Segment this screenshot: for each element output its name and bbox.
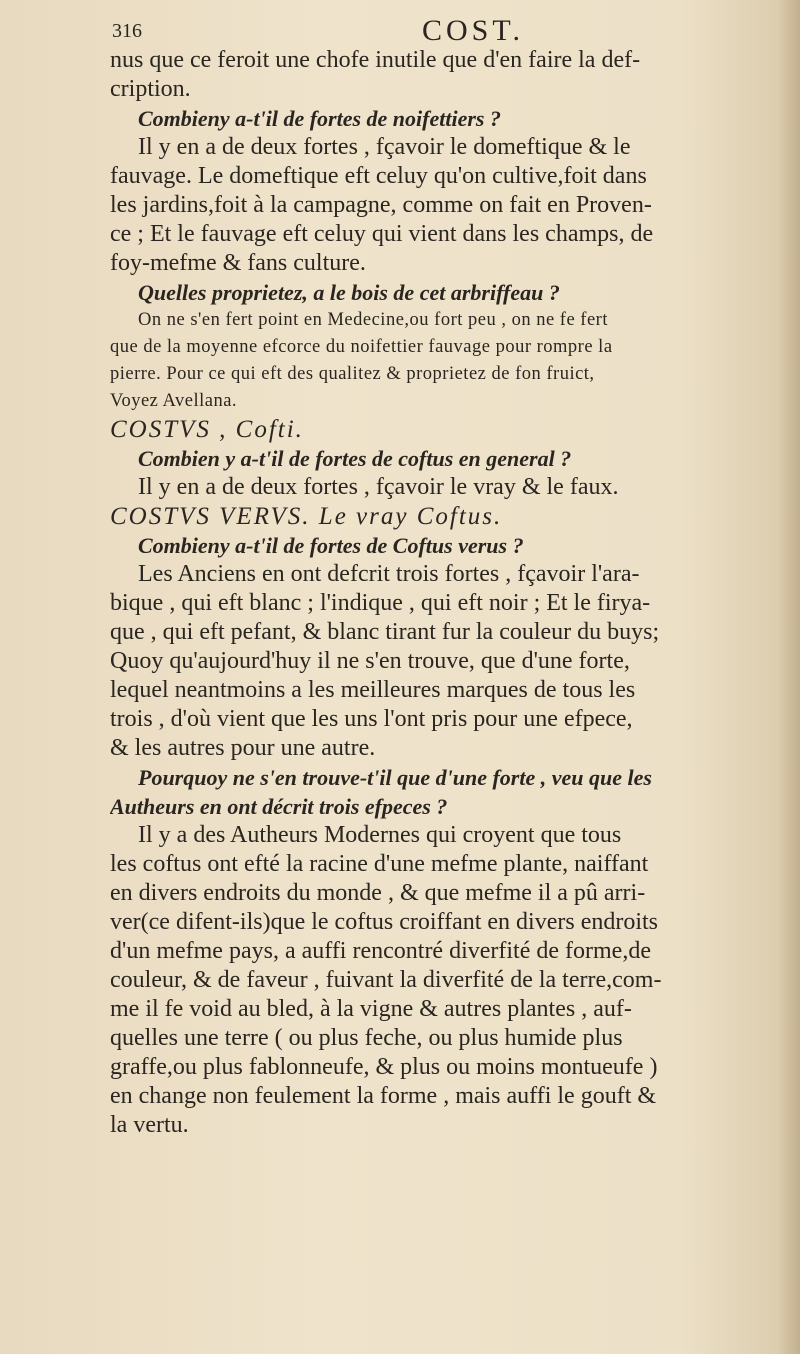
- text-line: Les Anciens en ont defcrit trois fortes , fçavoir l'ara-: [138, 561, 640, 587]
- text-line: couleur, & de faveur , fuivant la diverfité de la terre,com-: [110, 967, 662, 993]
- entry-heading: COSTVS , Cofti.: [110, 416, 304, 443]
- text-line: cription.: [110, 76, 191, 102]
- text-line-small: pierre. Pour ce qui eft des qualitez & proprietez de fon fruict,: [110, 364, 595, 384]
- text-line: les jardins,foit à la campagne, comme on fait en Proven-: [110, 192, 652, 218]
- text-line: bique , qui eft blanc ; l'indique , qui eft noir ; Et le firya-: [110, 590, 651, 616]
- text-line: Quoy qu'aujourd'huy il ne s'en trouve, que d'une forte,: [110, 648, 630, 674]
- question-heading: Quelles proprietez, a le bois de cet arbriffeau ?: [138, 280, 560, 305]
- running-head: COST.: [422, 14, 524, 47]
- page-number: 316: [112, 20, 142, 42]
- text-line: ce ; Et le fauvage eft celuy qui vient dans les champs, de: [110, 221, 654, 247]
- text-line: Il y en a de deux fortes , fçavoir le domeftique & le: [138, 134, 631, 160]
- question-heading: Combien y a-t'il de fortes de coftus en general ?: [138, 446, 572, 471]
- text-line-small: Voyez Avellana.: [110, 391, 238, 411]
- text-line: trois , d'où vient que les uns l'ont pris pour une efpece,: [110, 706, 633, 732]
- body-text: [110, 46, 790, 1140]
- text-line: la vertu.: [110, 1112, 189, 1138]
- text-line: graffe,ou plus fablonneufe, & plus ou moins montueufe ): [110, 1054, 658, 1080]
- text-line: lequel neantmoins a les meilleures marques de tous les: [110, 677, 636, 703]
- text-line-small: que de la moyenne efcorce du noifettier fauvage pour rompre la: [110, 337, 613, 357]
- entry-heading: COSTVS VERVS. Le vray Coftus.: [110, 503, 503, 530]
- text-line: me il fe void au bled, à la vigne & autres plantes , auf-: [110, 996, 632, 1022]
- text-line: Il y a des Autheurs Modernes qui croyent que tous: [138, 822, 622, 848]
- text-line: nus que ce feroit une chofe inutile que d'en faire la def-: [110, 47, 641, 73]
- text-line: en divers endroits du monde , & que mefme il a pû arri-: [110, 880, 646, 906]
- text-line: & les autres pour une autre.: [110, 735, 376, 761]
- question-heading: Combieny a-t'il de fortes de Coftus verus ?: [138, 533, 524, 558]
- text-line-small: On ne s'en fert point en Medecine,ou fort peu , on ne fe fert: [138, 310, 608, 330]
- question-heading: Combieny a-t'il de fortes de noifettiers ?: [138, 106, 501, 131]
- text-line: que , qui eft pefant, & blanc tirant fur la couleur du buys;: [110, 619, 660, 645]
- question-heading: Pourquoy ne s'en trouve-t'il que d'une forte , veu que les: [138, 765, 652, 790]
- question-heading: Autheurs en ont décrit trois efpeces ?: [110, 794, 448, 819]
- text-line: Il y en a de deux fortes , fçavoir le vray & le faux.: [138, 474, 619, 500]
- text-line: foy-mefme & fans culture.: [110, 250, 366, 276]
- text-line: les coftus ont efté la racine d'une mefme plante, naiffant: [110, 851, 649, 877]
- text-line: en change non feulement la forme , mais auffi le gouft &: [110, 1083, 657, 1109]
- text-line: d'un mefme pays, a auffi rencontré diverfité de forme,de: [110, 938, 651, 964]
- text-line: ver(ce difent-ils)que le coftus croiffant en divers endroits: [110, 909, 659, 935]
- text-line: quelles une terre ( ou plus feche, ou plus humide plus: [110, 1025, 623, 1051]
- text-line: fauvage. Le domeftique eft celuy qu'on cultive,foit dans: [110, 163, 647, 189]
